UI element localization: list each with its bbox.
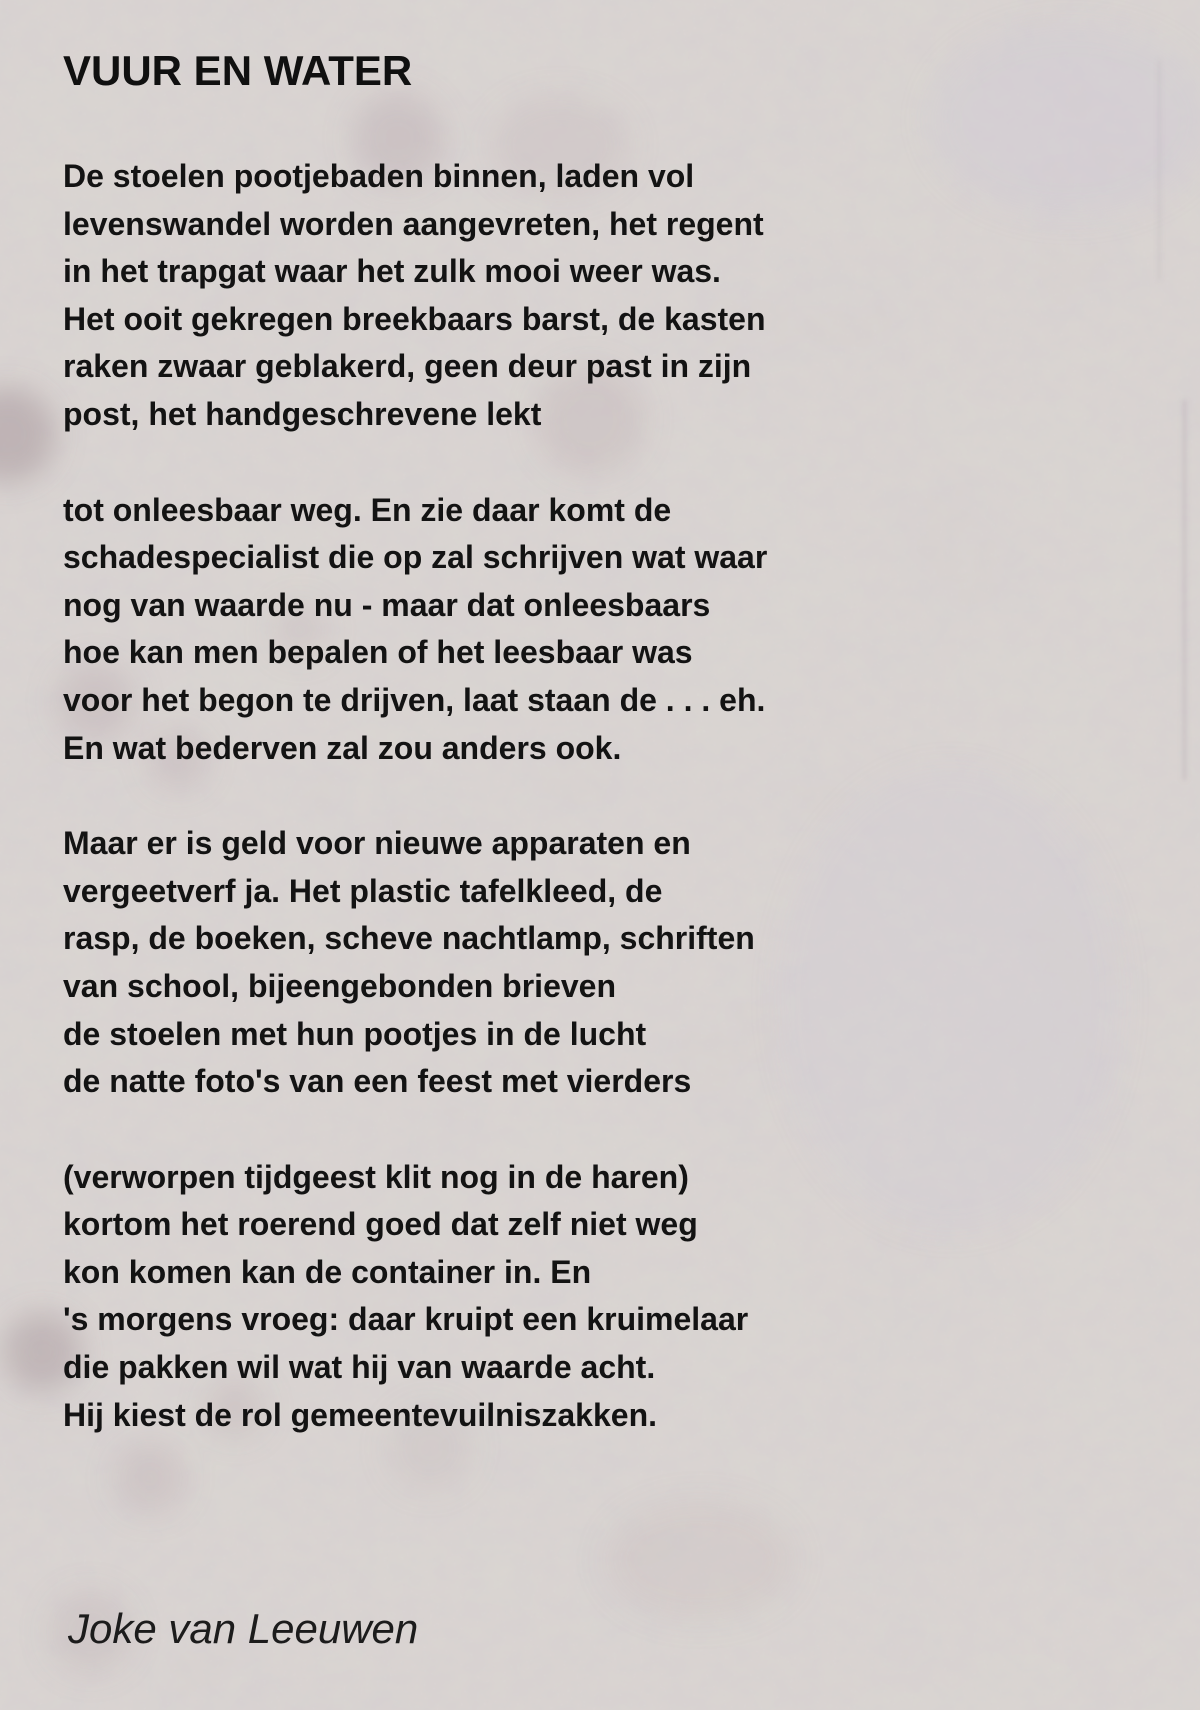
poem-stanza-4 bbox=[63, 1154, 1170, 1440]
poem-line: Het ooit gekregen breekbaars barst, de kasten bbox=[63, 300, 766, 337]
poem-line: hoe kan men bepalen of het leesbaar was bbox=[63, 634, 693, 671]
poem-stanza-1 bbox=[63, 153, 1170, 439]
poem-line: de stoelen met hun pootjes in de lucht bbox=[63, 1015, 647, 1052]
poem-line: kon komen kan de container in. En bbox=[63, 1253, 592, 1290]
poem-stanza-3 bbox=[63, 820, 1170, 1106]
poem-line: in het trapgat waar het zulk mooi weer was. bbox=[63, 253, 721, 290]
poem-line: kortom het roerend goed dat zelf niet weg bbox=[63, 1206, 698, 1243]
poem-line: Hij kiest de rol gemeentevuilniszakken. bbox=[63, 1396, 657, 1433]
poem-line: levenswandel worden aangevreten, het regent bbox=[63, 205, 764, 242]
poem-line: (verworpen tijdgeest klit nog in de haren) bbox=[63, 1158, 689, 1195]
poem-line: nog van waarde nu - maar dat onleesbaars bbox=[63, 586, 711, 623]
poem-line: die pakken wil wat hij van waarde acht. bbox=[63, 1349, 656, 1386]
poem-line: van school, bijeengebonden brieven bbox=[63, 967, 616, 1004]
poem-line: tot onleesbaar weg. En zie daar komt de bbox=[63, 491, 672, 528]
poem-line: En wat bederven zal zou anders ook. bbox=[63, 729, 622, 766]
poem-line: raken zwaar geblakerd, geen deur past in zijn bbox=[63, 348, 752, 385]
poem-line: vergeetverf ja. Het plastic tafelkleed, de bbox=[63, 872, 663, 909]
poem-line: voor het begon te drijven, laat staan de . . . eh. bbox=[63, 681, 766, 718]
poem-line: 's morgens vroeg: daar kruipt een kruimelaar bbox=[63, 1301, 749, 1338]
poem-line: de natte foto's van een feest met vierders bbox=[63, 1063, 692, 1100]
poem-line: schadespecialist die op zal schrijven wat waar bbox=[63, 539, 768, 576]
poem-line: rasp, de boeken, scheve nachtlamp, schriften bbox=[63, 920, 755, 957]
poem-line: De stoelen pootjebaden binnen, laden vol bbox=[63, 158, 695, 194]
poem-stanza-2 bbox=[63, 487, 1170, 773]
poem-line: Maar er is geld voor nieuwe apparaten en bbox=[63, 825, 691, 862]
poem-title: VUUR EN WATER bbox=[63, 47, 413, 94]
poem-author: Joke van Leeuwen bbox=[68, 1605, 419, 1653]
poem-line: post, het handgeschrevene lekt bbox=[63, 395, 542, 432]
